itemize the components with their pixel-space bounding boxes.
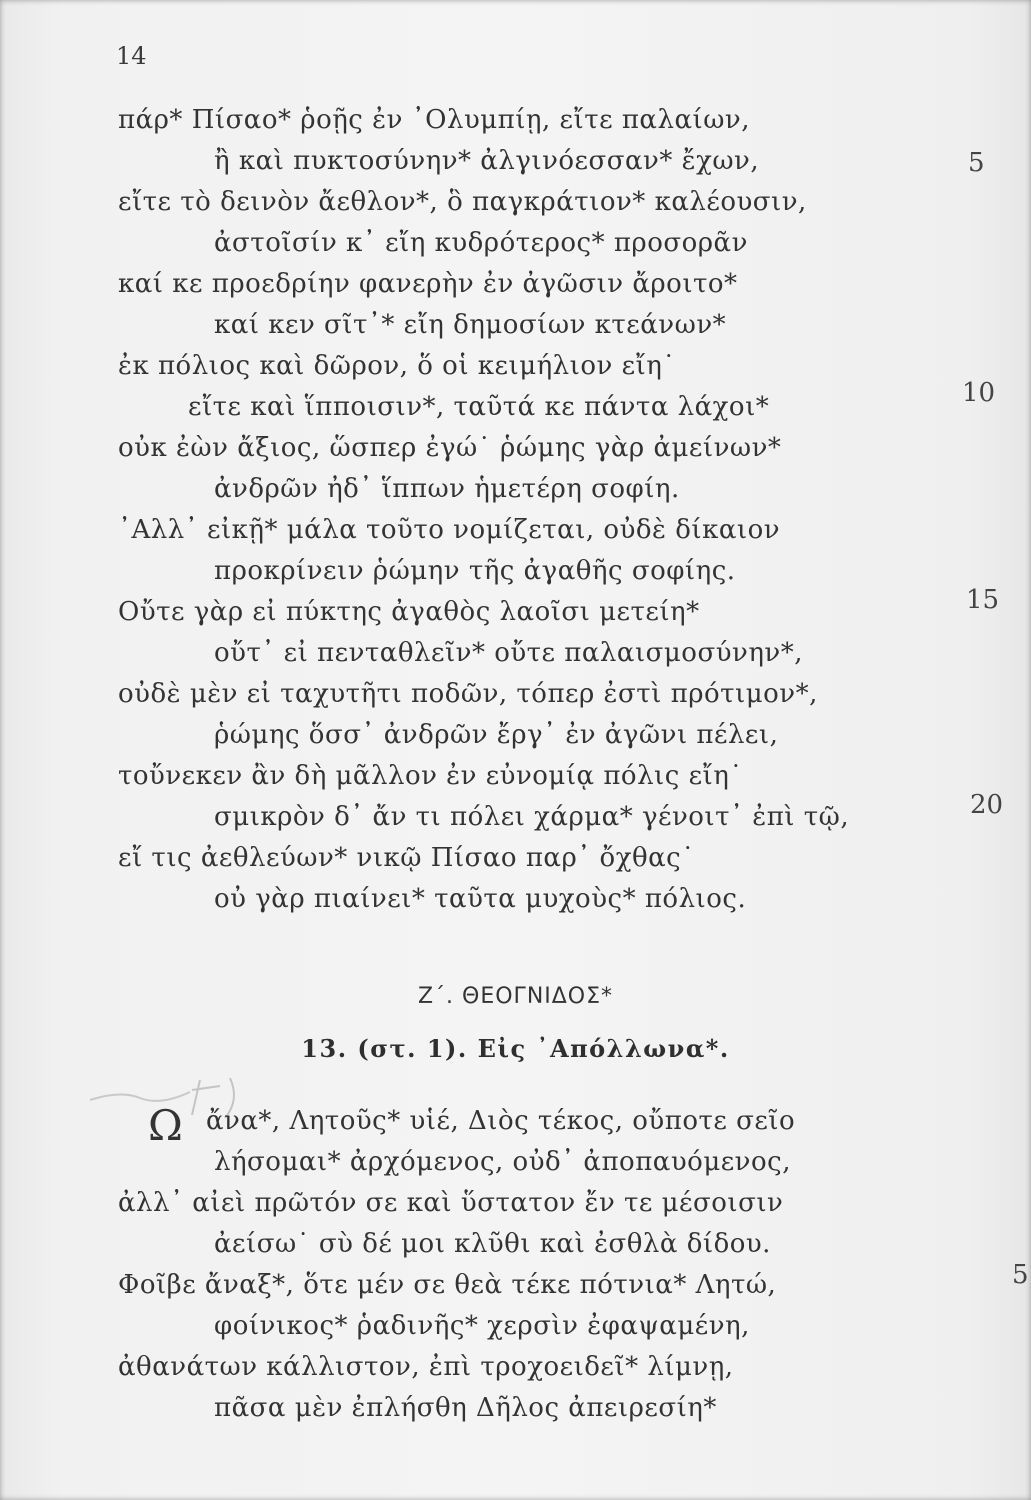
- verse-line: ἀλλ᾿ αἰεὶ πρῶτόν σε καὶ ὕστατον ἔν τε μέσοισιν: [118, 1188, 784, 1218]
- drop-initial: Ω: [148, 1101, 183, 1150]
- verse-line: ἐκ πόλιος καὶ δῶρον, ὅ οἱ κειμήλιον εἴη˙: [118, 351, 676, 381]
- verse-line: Οὔτε γὰρ εἰ πύκτης ἀγαθὸς λαοῖσι μετείη*: [118, 597, 700, 627]
- line-number: 10: [962, 378, 996, 408]
- verse-line: ἀστοῖσίν κ᾿ εἴη κυδρότερος* προσορᾶν: [214, 228, 748, 258]
- verse-line: πάρ* Πίσαο* ῥοῇς ἐν ᾿Ολυμπίῃ, εἴτε παλαίων,: [118, 105, 750, 135]
- verse-line: οὐδὲ μὲν εἰ ταχυτῆτι ποδῶν, τόπερ ἐστὶ πρότιμον*,: [118, 679, 818, 709]
- page-number: 14: [116, 42, 147, 70]
- verse-line: εἴτε τὸ δεινὸν ἄεθλον*, ὃ παγκράτιον* καλέουσιν,: [118, 187, 807, 217]
- verse-line: τοὔνεκεν ἂν δὴ μᾶλλον ἐν εὐνομίᾳ πόλις εἴη˙: [118, 761, 743, 791]
- verse-line: οὔτ᾿ εἰ πενταθλεῖν* οὔτε παλαισμοσύνην*,: [214, 638, 803, 668]
- verse-line: καί κε προεδρίην φανερὴν ἐν ἀγῶσιν ἄροιτο*: [118, 269, 738, 299]
- verse-line: εἴ τις ἀεθλεύων* νικῷ Πίσαο παρ᾿ ὄχθας˙: [118, 843, 695, 873]
- line-number: 15: [966, 585, 1000, 615]
- verse-line: ἀνδρῶν ἠδ᾿ ἵππων ἡμετέρη σοφίη.: [214, 474, 680, 504]
- section-title: Ζ΄. ΘΕΟΓΝΙΔΟΣ*: [417, 984, 614, 1009]
- verse-line: λήσομαι* ἀρχόμενος, οὐδ᾿ ἀποπαυόμενος,: [214, 1147, 791, 1177]
- verse-line: πᾶσα μὲν ἐπλήσθη Δῆλος ἀπειρεσίη*: [214, 1393, 717, 1423]
- verse-line: προκρίνειν ῥώμην τῆς ἀγαθῆς σοφίης.: [214, 556, 736, 586]
- verse-line: Φοῖβε ἄναξ*, ὅτε μέν σε θεὰ τέκε πότνια* Λητώ,: [118, 1270, 777, 1300]
- verse-line: ἀθανάτων κάλλιστον, ἐπὶ τροχοειδεῖ* λίμνῃ,: [118, 1352, 734, 1382]
- line-number: 5: [968, 148, 985, 178]
- verse-line: ἀείσω˙ σὺ δέ μοι κλῦθι καὶ ἐσθλὰ δίδου.: [214, 1229, 771, 1259]
- verse-line: ᾿Αλλ᾿ εἰκῇ* μάλα τοῦτο νομίζεται, οὐδὲ δίκαιον: [118, 515, 781, 545]
- verse-line: οὐκ ἐὼν ἄξιος, ὥσπερ ἐγώ˙ ῥώμης γὰρ ἀμείνων*: [118, 433, 782, 463]
- verse-line: ἄνα*, Λητοῦς* υἱέ, Διὸς τέκος, οὔποτε σεῖο: [206, 1106, 796, 1136]
- verse-line: ῥώμης ὅσσ᾿ ἀνδρῶν ἔργ᾿ ἐν ἀγῶνι πέλει,: [214, 720, 779, 750]
- verse-line: εἴτε καὶ ἵπποισιν*, ταῦτά κε πάντα λάχοι*: [188, 392, 770, 422]
- verse-line: ἢ καὶ πυκτοσύνην* ἀλγινόεσσαν* ἔχων,: [214, 146, 760, 176]
- line-number: 5: [1012, 1260, 1029, 1290]
- verse-line: οὐ γὰρ πιαίνει* ταῦτα μυχοὺς* πόλιος.: [214, 884, 747, 914]
- poem-title: 13. (στ. 1). Εἰς ᾿Απόλλωνα*.: [301, 1034, 730, 1063]
- line-number: 20: [970, 790, 1004, 820]
- verse-line: καί κεν σῖτ᾿* εἴη δημοσίων κτεάνων*: [214, 310, 727, 340]
- verse-line: φοίνικος* ῥαδινῆς* χερσὶν ἐφαψαμένη,: [214, 1311, 750, 1341]
- verse-line: σμικρὸν δ᾿ ἄν τι πόλει χάρμα* γένοιτ᾿ ἐπὶ τῷ,: [214, 802, 850, 832]
